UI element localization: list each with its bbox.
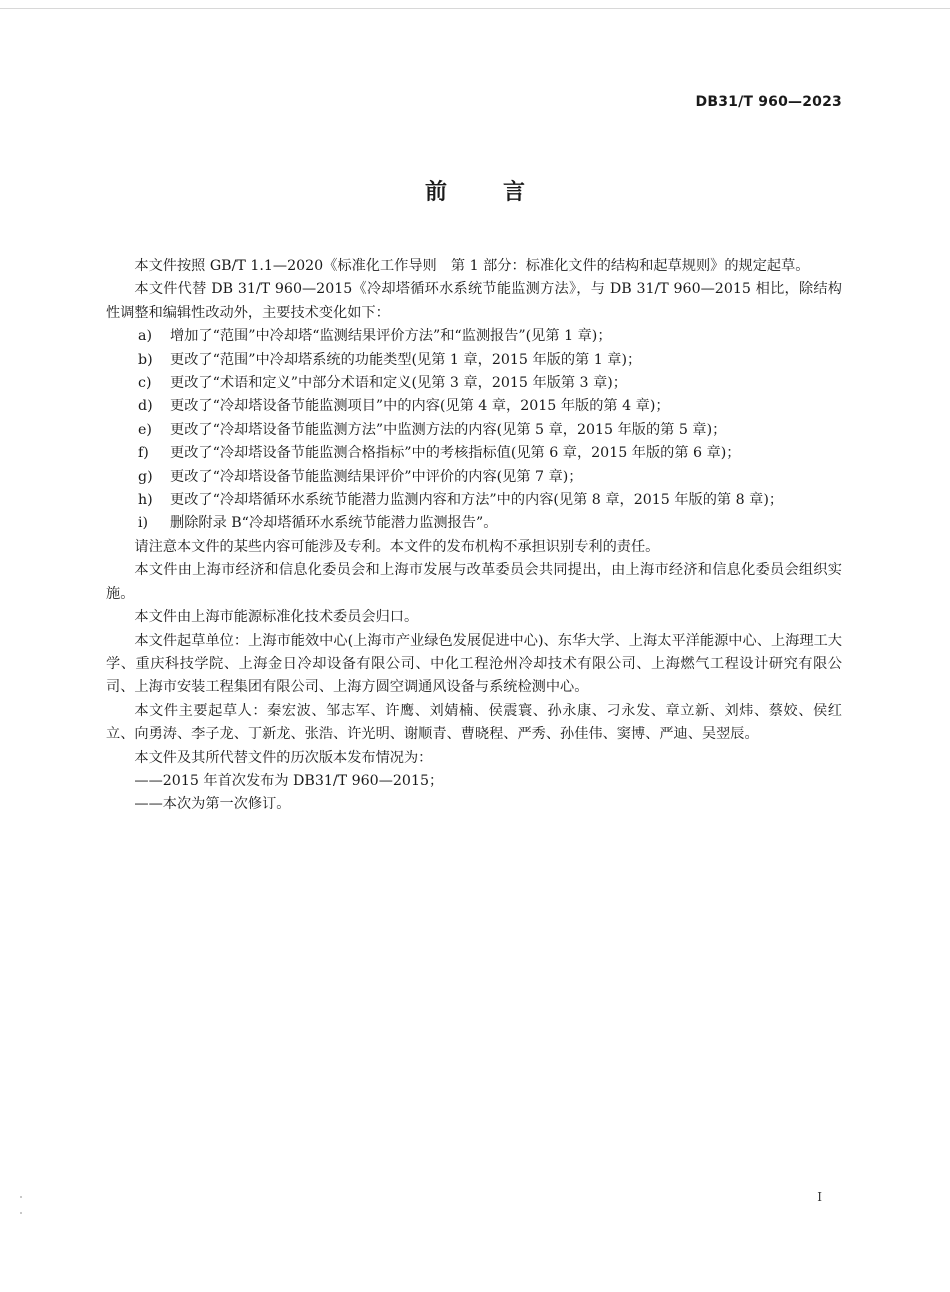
proposer-paragraph: 本文件由上海市经济和信息化委员会和上海市发展与改革委员会共同提出，由上海市经济和信息化委员会组织实施。 [106, 562, 842, 602]
list-marker: b) [138, 351, 153, 368]
page-number: I [817, 1190, 822, 1204]
document-id: DB31/T 960—2023 [695, 94, 842, 110]
scan-speck [20, 1212, 22, 1214]
list-item [106, 395, 842, 418]
list-item-text: 更改了“冷却塔设备节能监测方法”中监测方法的内容(见第 5 章，2015 年版的第 5 章)； [170, 421, 727, 438]
list-marker: i) [138, 515, 149, 532]
list-marker: e) [138, 421, 152, 438]
committee-paragraph: 本文件由上海市能源标准化技术委员会归口。 [134, 609, 419, 626]
list-item-text: 增加了“范围”中冷却塔“监测结果评价方法”和“监测报告”(见第 1 章)； [170, 328, 612, 345]
list-item-text: 删除附录 B“冷却塔循环水系统节能潜力监测报告”。 [170, 515, 498, 532]
list-marker: a) [138, 328, 152, 345]
list-item-text: 更改了“术语和定义”中部分术语和定义(见第 3 章，2015 年版第 3 章)； [170, 375, 627, 392]
scan-speck [20, 1196, 22, 1198]
list-item [106, 512, 842, 535]
list-item-text: 更改了“冷却塔循环水系统节能潜力监测内容和方法”中的内容(见第 8 章，2015 年版的第 8 章)； [170, 492, 784, 509]
list-item [106, 466, 842, 489]
changes-list [106, 325, 842, 536]
patent-notice: 请注意本文件的某些内容可能涉及专利。本文件的发布机构不承担识别专利的责任。 [134, 538, 660, 555]
list-marker: c) [138, 375, 152, 392]
list-item [106, 419, 842, 442]
list-item-text: 更改了“冷却塔设备节能监测项目”中的内容(见第 4 章，2015 年版的第 4 章)； [170, 398, 670, 415]
foreword-body [106, 255, 842, 817]
list-item-text: 更改了“冷却塔设备节能监测结果评价”中评价的内容(见第 7 章)； [170, 468, 583, 485]
list-marker: d) [138, 398, 153, 415]
list-item [106, 325, 842, 348]
paragraph: 本文件代替 DB 31/T 960—2015《冷却塔循环水系统节能监测方法》，与 DB 31/T 960—2015 相比，除结构性调整和编辑性改动外，主要技术变化如下： [106, 281, 842, 321]
list-marker: g) [138, 468, 153, 485]
list-item [106, 349, 842, 372]
history-item: ——本次为第一次修订。 [134, 796, 291, 813]
history-item: ——2015 年首次发布为 DB31/T 960—2015； [134, 772, 444, 789]
list-item [106, 372, 842, 395]
scan-edge-line [0, 8, 950, 9]
list-item [106, 489, 842, 512]
page-title: 前言 [424, 180, 581, 205]
drafting-units-paragraph: 本文件起草单位：上海市能效中心(上海市产业绿色发展促进中心)、东华大学、上海太平洋能源中心、上海理工大学、重庆科技学院、上海金日冷却设备有限公司、中化工程沧州冷却技术有限公司、上海燃气工程设计研究有限公司、上海市安装工程集团有限公司、上海方圆空调通风设备与系统检测中心。 [106, 632, 842, 696]
history-intro: 本文件及其所代替文件的历次版本发布情况为： [134, 749, 433, 766]
list-item-text: 更改了“范围”中冷却塔系统的功能类型(见第 1 章，2015 年版的第 1 章)； [170, 351, 642, 368]
list-item-text: 更改了“冷却塔设备节能监测合格指标”中的考核指标值(见第 6 章，2015 年版的第 6 章)； [170, 445, 741, 462]
list-marker: f) [138, 445, 149, 462]
list-marker: h) [138, 492, 153, 509]
paragraph: 本文件按照 GB/T 1.1—2020《标准化工作导则 第 1 部分：标准化文件的结构和起草规则》的规定起草。 [134, 258, 810, 274]
drafters-paragraph: 本文件主要起草人：秦宏波、邹志军、许鹰、刘婧楠、侯震寰、孙永康、刁永发、章立新、刘炜、蔡姣、侯红立、向勇涛、李子龙、丁新龙、张浩、许光明、谢顺青、曹晓程、严秀、孙佳伟、窦博、严迪、吴翌辰。 [106, 702, 842, 743]
list-item [106, 442, 842, 465]
